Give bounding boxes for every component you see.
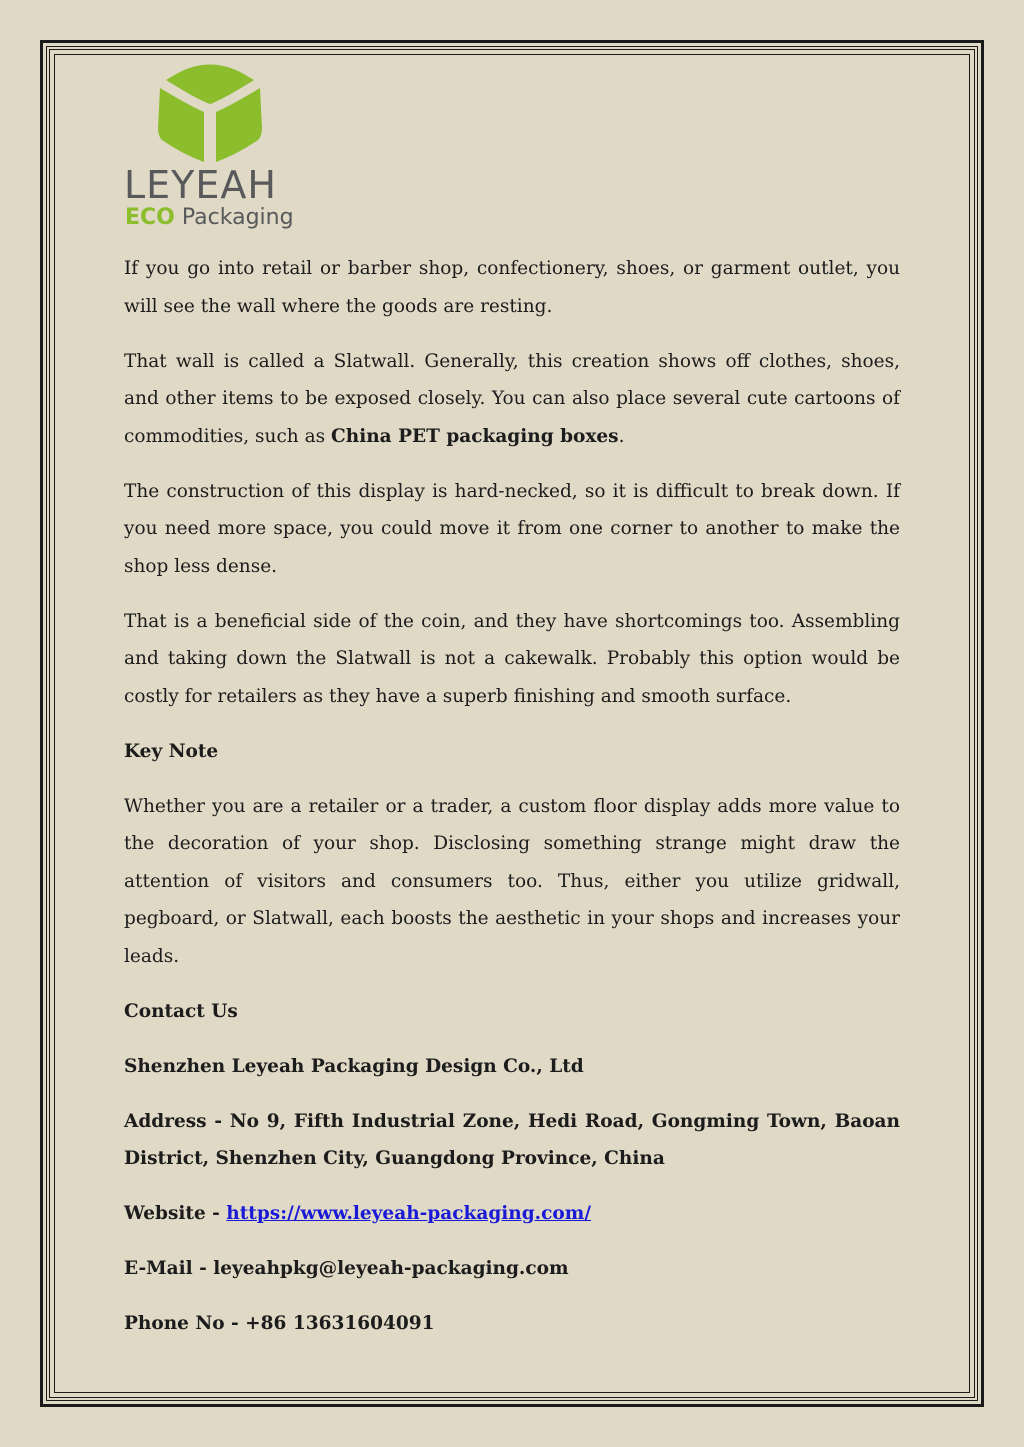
- paragraph-2-text: That wall is called a Slatwall. Generally, this creation shows off clothes, shoes, and other items to be exposed closely. You can also place several cute cartoons of commodities, such as: [124, 350, 900, 447]
- logo-brand-text: LEYEAH: [124, 163, 277, 207]
- paragraph-5: Whether you are a retailer or a trader, a custom floor display adds more value to the decoration of your shop. Disclosing something strange might draw the attention of visitors and consumers too. Thus, either you utilize gridwall, pegboard, or Slatwall, each boosts the aesthetic in your shops and increases your leads.: [124, 795, 900, 967]
- phone-line: Phone No - +86 13631604091: [124, 1313, 435, 1334]
- paragraph-2: [124, 343, 900, 456]
- cube-top-face: [166, 65, 254, 105]
- logo-packaging-text: Packaging: [181, 205, 294, 230]
- key-note-heading: Key Note: [124, 740, 219, 762]
- paragraph-2-end: .: [618, 425, 625, 447]
- pet-boxes-bold: China PET packaging boxes: [331, 425, 619, 447]
- website-line: [124, 1195, 900, 1233]
- address-line: Address - No 9, Fifth Industrial Zone, Hedi Road, Gongming Town, Baoan District, Shenzhen City, Guangdong Province, China: [124, 1110, 900, 1169]
- contact-heading: Contact Us: [124, 1000, 238, 1022]
- website-link[interactable]: https://www.leyeah-packaging.com/: [226, 1203, 592, 1224]
- website-label: Website -: [124, 1203, 227, 1224]
- paragraph-4: That is a beneficial side of the coin, and they have shortcomings too. Assembling and taking down the Slatwall is not a cakewalk. Probably this option would be costly for retailers as they have a superb finishing and smooth surface.: [124, 610, 900, 707]
- document-body: [124, 250, 900, 1360]
- logo-subtitle: [125, 205, 294, 231]
- email-line: E-Mail - leyeahpkg@leyeah-packaging.com: [124, 1258, 569, 1279]
- cube-left-face: [158, 88, 204, 162]
- cube-right-face: [216, 88, 262, 162]
- company-name: Shenzhen Leyeah Packaging Design Co., Ltd: [124, 1055, 584, 1077]
- paragraph-1: If you go into retail or barber shop, confectionery, shoes, or garment outlet, you will see the wall where the goods are resting.: [124, 258, 900, 317]
- paragraph-3: The construction of this display is hard-necked, so it is difficult to break down. If you need more space, you could move it from one corner to another to make the shop less dense.: [124, 480, 900, 577]
- logo-eco-text: ECO: [125, 205, 175, 230]
